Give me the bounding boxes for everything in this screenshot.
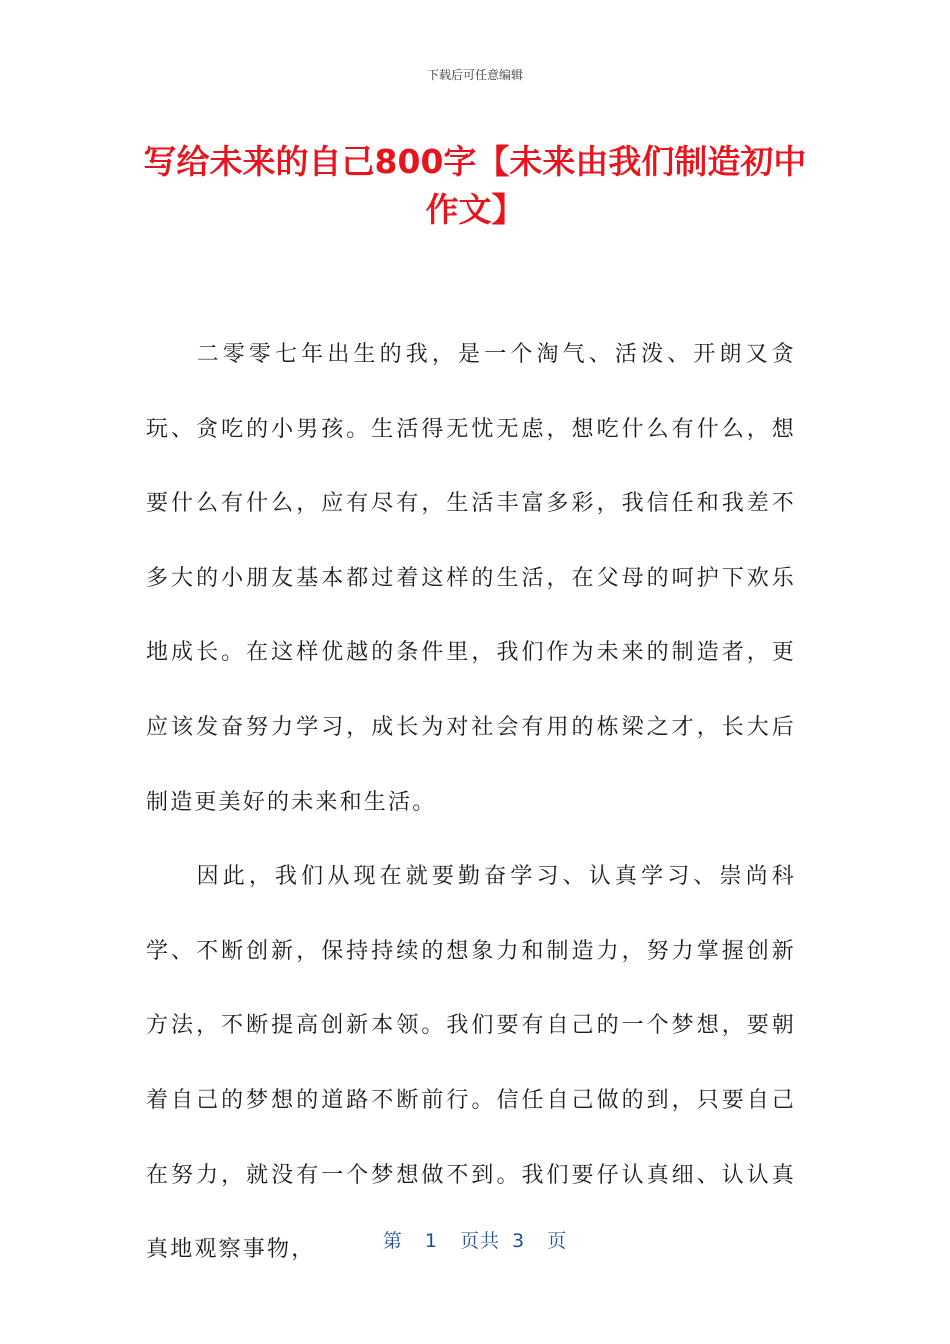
page-middle: 页共 [459,1230,500,1252]
document-body [146,318,796,1288]
page-footer [0,1226,950,1253]
page-total: 3 [512,1230,526,1252]
page-suffix: 页 [547,1230,568,1252]
page-number: 1 [424,1230,438,1252]
header-note: 下载后可任意编辑 [426,68,523,82]
paragraph: 因此，我们从现在就要勤奋学习、认真学习、崇尚科学、不断创新，保持持续的想象力和制造力，努力掌握创新方法，不断提高创新本领。我们要有自己的一个梦想，要朝着自己的梦想的道路不断前行。信任自己做的到，只要自己在努力，就没有一个梦想做不到。我们要仔认真细、认认真真地观察事物， [146,864,796,1263]
page-prefix: 第 [382,1230,403,1252]
paragraph: 二零零七年出生的我，是一个淘气、活泼、开朗又贪玩、贪吃的小男孩。生活得无忧无虑，想吃什么有什么，想要什么有什么，应有尽有，生活丰富多彩，我信任和我差不多大的小朋友基本都过着这样的生活，在父母的呵护下欢乐地成长。在这样优越的条件里，我们作为未来的制造者，更应该发奋努力学习，成长为对社会有用的栋梁之才，长大后制造更美好的未来和生活。 [146,342,796,815]
document-title: 写给未来的自己800字【未来由我们制造初中作文】 [143,142,807,229]
